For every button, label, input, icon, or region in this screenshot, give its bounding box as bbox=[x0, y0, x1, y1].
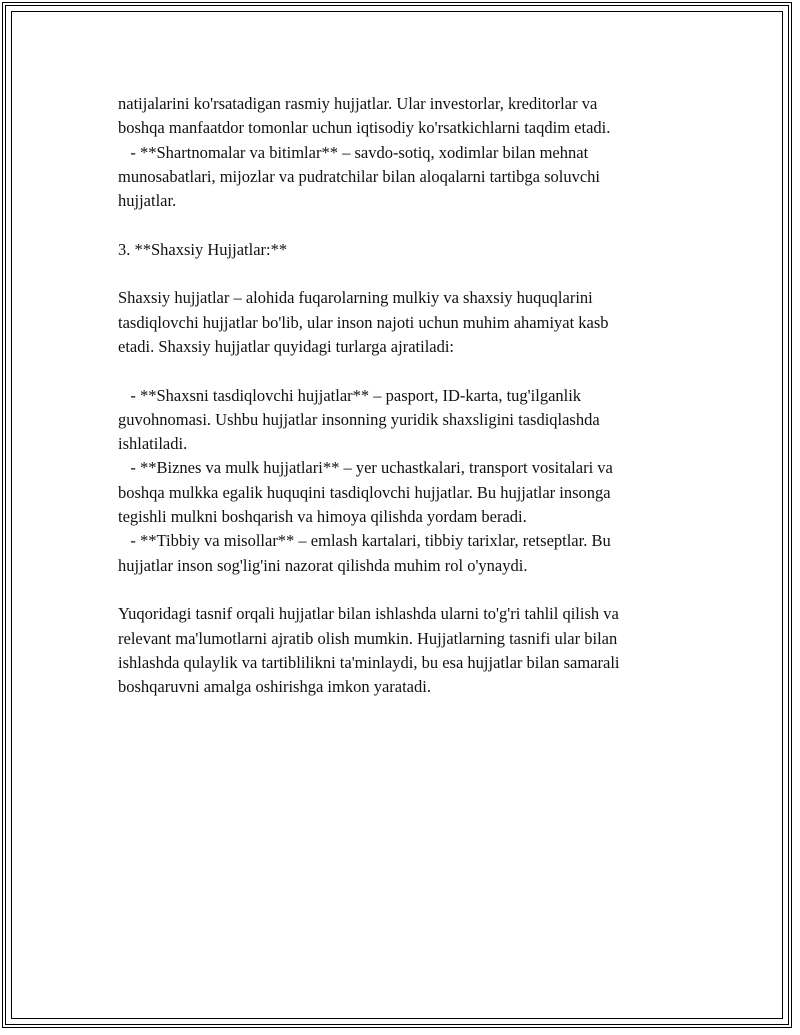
blank-line bbox=[118, 359, 698, 383]
text-line: Shaxsiy hujjatlar – alohida fuqarolarning mulkiy va shaxsiy huquqlarini bbox=[118, 288, 593, 308]
text-line: - **Tibbiy va misollar** – emlash kartalari, tibbiy tarixlar, retseptlar. Bu bbox=[118, 531, 611, 551]
text-line: natijalarini ko'rsatadigan rasmiy hujjatlar. Ular investorlar, kreditorlar va bbox=[118, 94, 598, 113]
text-line: hujjatlar. bbox=[118, 191, 177, 211]
text-line: hujjatlar inson sog'lig'ini nazorat qilishda muhim rol o'ynaydi. bbox=[118, 555, 528, 575]
text-line: Yuqoridagi tasnif orqali hujjatlar bilan ishlashda ularni to'g'ri tahlil qilish va bbox=[118, 604, 619, 624]
text-line: - **Shaxsni tasdiqlovchi hujjatlar** – pasport, ID-karta, tug'ilganlik bbox=[118, 385, 582, 405]
text-line: boshqa mulkka egalik huquqini tasdiqlovchi hujjatlar. Bu hujjatlar insonga bbox=[118, 482, 611, 502]
text-line: ishlatiladi. bbox=[118, 434, 188, 454]
text-line: ishlashda qulaylik va tartiblilikni ta'minlaydi, bu esa hujjatlar bilan samarali bbox=[118, 652, 620, 672]
text-line: tegishli mulkni boshqarish va himoya qilishda yordam beradi. bbox=[118, 507, 527, 527]
document-body bbox=[118, 92, 698, 699]
text-line: tasdiqlovchi hujjatlar bo'lib, ular inson najoti uchun muhim ahamiyat kasb bbox=[118, 312, 609, 332]
blank-line bbox=[118, 213, 698, 237]
text-line: guvohnomasi. Ushbu hujjatlar insonning yuridik shaxsligini tasdiqlashda bbox=[118, 409, 600, 429]
text-line: munosabatlari, mijozlar va pudratchilar bilan aloqalarni tartibga soluvchi bbox=[118, 166, 601, 186]
blank-line bbox=[118, 578, 698, 602]
text-line: boshqa manfaatdor tomonlar uchun iqtisodiy ko'rsatkichlarni taqdim etadi. bbox=[118, 118, 611, 138]
text-line: relevant ma'lumotlarni ajratib olish mumkin. Hujjatlarning tasnifi ular bilan bbox=[118, 628, 618, 648]
blank-line bbox=[118, 262, 698, 286]
section-heading: 3. **Shaxsiy Hujjatlar:** bbox=[118, 239, 288, 259]
text-line: boshqaruvni amalga oshirishga imkon yaratadi. bbox=[118, 677, 431, 697]
text-line: - **Shartnomalar va bitimlar** – savdo-sotiq, xodimlar bilan mehnat bbox=[118, 142, 589, 162]
text-line: - **Biznes va mulk hujjatlari** – yer uchastkalari, transport vositalari va bbox=[118, 458, 613, 478]
text-line: etadi. Shaxsiy hujjatlar quyidagi turlarga ajratiladi: bbox=[118, 336, 455, 356]
